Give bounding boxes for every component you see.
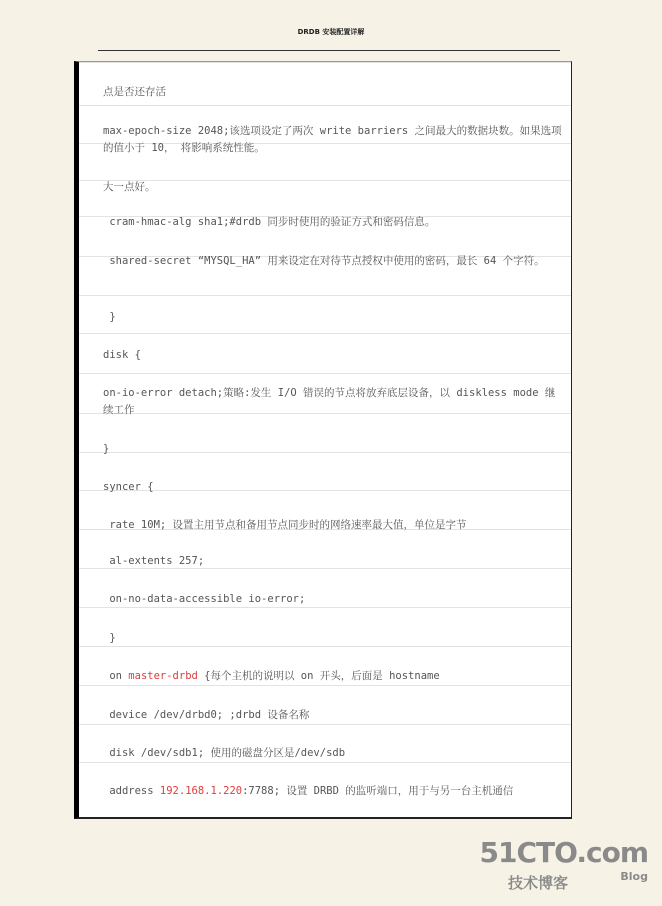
- content-line: 点是否还存活: [103, 86, 166, 98]
- content-line: }: [103, 443, 110, 455]
- content-line: rate 10M; 设置主用节点和备用节点同步时的网络速率最大值，单位是字节: [103, 519, 467, 531]
- content-line: al-extents 257;: [103, 555, 205, 567]
- content-line: }: [103, 311, 116, 323]
- line-text: on: [103, 670, 129, 682]
- content-line: disk {: [103, 349, 141, 361]
- row-separator: [79, 724, 571, 725]
- content-line: syncer {: [103, 481, 154, 493]
- highlighted-text: master-drbd: [128, 670, 198, 682]
- highlighted-text: 192.168.1.220: [159, 785, 243, 797]
- header-rule: [98, 50, 560, 51]
- row-separator: [79, 105, 571, 106]
- watermark-main: 51CTO.com: [479, 836, 648, 869]
- content-line: [103, 783, 563, 800]
- content-line: cram-hmac-alg sha1;#drdb 同步时使用的验证方式和密码信息。: [103, 216, 436, 228]
- row-separator: [79, 295, 571, 296]
- page-header-title: DRDB 安装配置详解: [297, 28, 365, 36]
- content-line: }: [103, 632, 116, 644]
- watermark-sub: 技术博客: [508, 874, 569, 892]
- content-line: on-no-data-accessible io-error;: [103, 593, 306, 605]
- content-line: device /dev/drbd0; ;drbd 设备名称: [103, 709, 310, 721]
- content-line: shared-secret “MYSQL_HA” 用来设定在对待节点授权中使用的密码，最长 64 个字符。: [103, 255, 545, 267]
- content-line: on-io-error detach;策略:发生 I/O 错误的节点将放弃底层设备，以 diskless mode 继续工作: [103, 387, 556, 416]
- row-separator: [79, 685, 571, 686]
- line-text: {每个主机的说明以 on 开头，后面是 hostname: [197, 670, 440, 682]
- content-line: max-epoch-size 2048;该选项设定了两次 write barriers 之间最大的数据块数。如果选项的值小于 10， 将影响系统性能。: [103, 125, 562, 154]
- content-line: disk /dev/sdb1; 使用的磁盘分区是/dev/sdb: [103, 747, 346, 759]
- line-text: address: [103, 785, 160, 797]
- watermark-blog: Blog: [620, 870, 648, 883]
- content-box: [74, 61, 572, 819]
- row-separator: [79, 333, 571, 334]
- line-text: :7788; 设置 DRBD 的监听端口，用于与另一台主机通信: [242, 785, 514, 797]
- row-separator: [79, 62, 571, 63]
- row-separator: [79, 373, 571, 374]
- content-line: [103, 668, 563, 685]
- watermark-logo: [479, 836, 648, 896]
- row-separator: [79, 762, 571, 763]
- content-line: 大一点好。: [103, 181, 156, 193]
